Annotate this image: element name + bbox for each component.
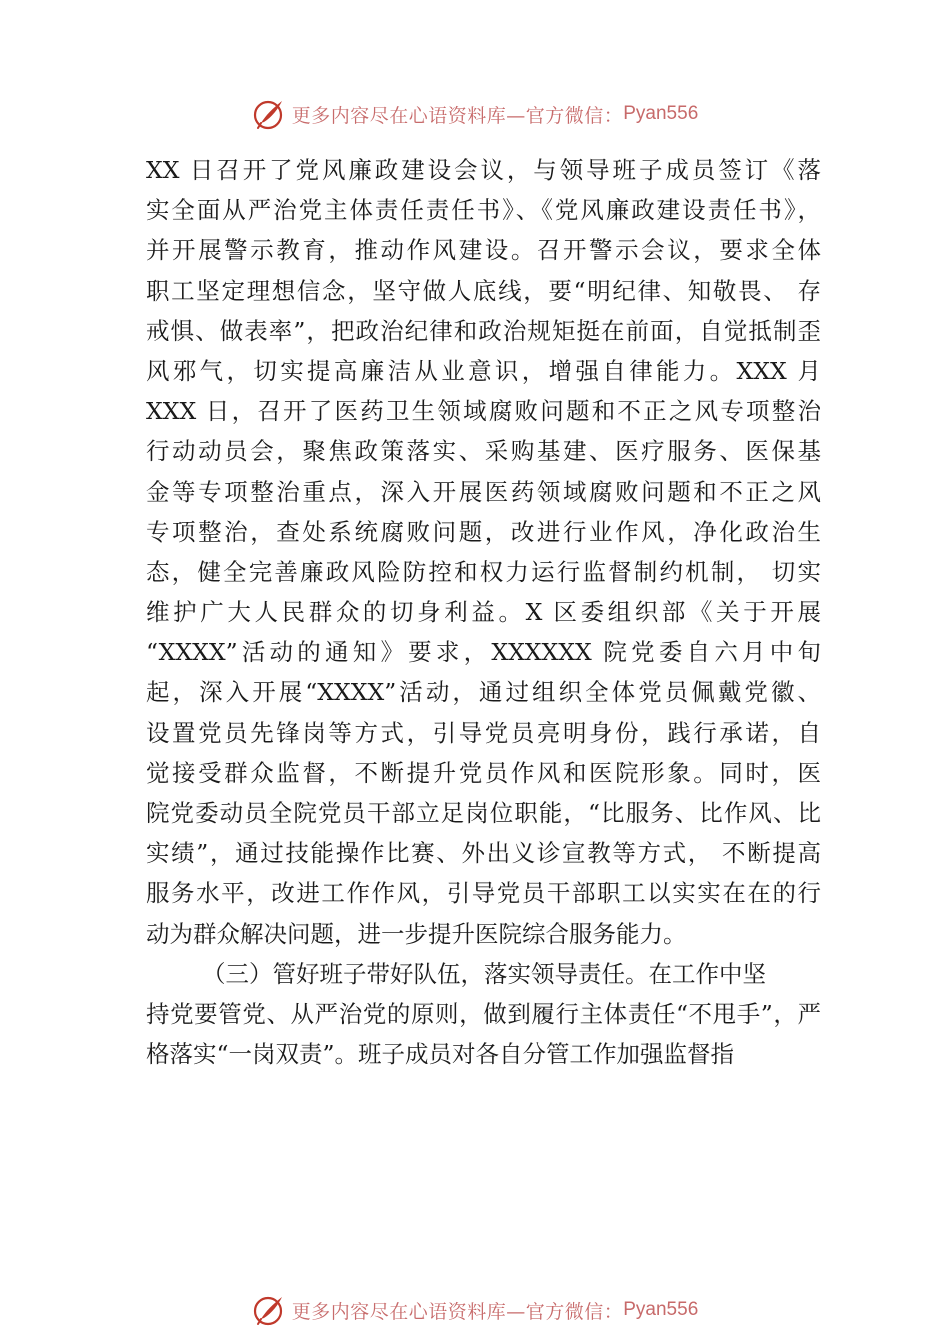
text-line: XXX 日，召开了医药卫生领域腐败问题和不正之风专项整治 bbox=[146, 397, 821, 426]
quill-logo-icon bbox=[252, 97, 286, 131]
text-line: 维护广大人民群众的切身利益。X 区委组织部《关于开展 bbox=[146, 598, 821, 627]
footer-watermark bbox=[0, 1290, 950, 1330]
watermark-text: 更多内容尽在心语资料库—官方微信： bbox=[291, 1300, 624, 1323]
text-line: 态，健全完善廉政风险防控和权力运行监督制约机制， 切实 bbox=[146, 557, 821, 586]
text-line: 职工坚定理想信念，坚守做人底线，要“明纪律、知敬畏、 存 bbox=[146, 276, 821, 305]
section-heading-line: （三）管好班子带好队伍，落实领导责任。在工作中坚 bbox=[202, 959, 766, 988]
text-line: 金等专项整治重点，深入开展医药领域腐败问题和不正之风 bbox=[146, 477, 821, 506]
text-line: 格落实“一岗双责”。班子成员对各自分管工作加强监督指 bbox=[146, 1040, 735, 1069]
text-line: 戒惧、做表率”，把政治纪律和政治规矩挺在前面，自觉抵制歪 bbox=[146, 316, 821, 345]
text-line: 起，深入开展“XXXX”活动，通过组织全体党员佩戴党徽、 bbox=[146, 678, 821, 707]
text-line: 动为群众解决问题，进一步提升医院综合服务能力。 bbox=[146, 919, 687, 948]
watermark-wechat-id: Pyan556 bbox=[623, 1299, 699, 1320]
text-line: 风邪气，切实提高廉洁从业意识，增强自律能力。XXX 月 bbox=[146, 356, 821, 385]
text-line: 实绩”，通过技能操作比赛、外出义诊宣教等方式， 不断提高 bbox=[146, 839, 821, 868]
quill-logo-icon bbox=[252, 1293, 286, 1327]
text-line: “XXXX”活动的通知》要求，XXXXXX 院党委自六月中旬 bbox=[146, 638, 821, 667]
text-line: 实全面从严治党主体责任责任书》、《党风廉政建设责任书》， bbox=[146, 196, 821, 225]
watermark-wechat-id: Pyan556 bbox=[623, 103, 699, 124]
header-watermark bbox=[0, 94, 950, 134]
paragraph-2 bbox=[146, 954, 821, 1075]
text-line: 设置党员先锋岗等方式，引导党员亮明身份，践行承诺，自 bbox=[146, 718, 821, 747]
text-line: 行动动员会，聚焦政策落实、采购基建、医疗服务、医保基 bbox=[146, 437, 821, 466]
document-body bbox=[146, 150, 821, 1074]
text-line: 专项整治，查处系统腐败问题，改进行业作风，净化政治生 bbox=[146, 517, 821, 546]
text-line: 服务水平，改进工作作风，引导党员干部职工以实实在在的行 bbox=[146, 879, 821, 908]
text-line: XX 日召开了党风廉政建设会议，与领导班子成员签订《落 bbox=[146, 156, 821, 184]
text-line: 持党要管党、从严治党的原则，做到履行主体责任“不甩手”，严 bbox=[146, 999, 821, 1028]
text-line: 觉接受群众监督，不断提升党员作风和医院形象。同时，医 bbox=[146, 758, 821, 787]
paragraph-1 bbox=[146, 150, 821, 954]
watermark-text: 更多内容尽在心语资料库—官方微信： bbox=[291, 104, 624, 127]
text-line: 并开展警示教育，推动作风建设。召开警示会议，要求全体 bbox=[146, 236, 821, 265]
text-line: 院党委动员全院党员干部立足岗位职能，“比服务、比作风、比 bbox=[146, 799, 821, 827]
